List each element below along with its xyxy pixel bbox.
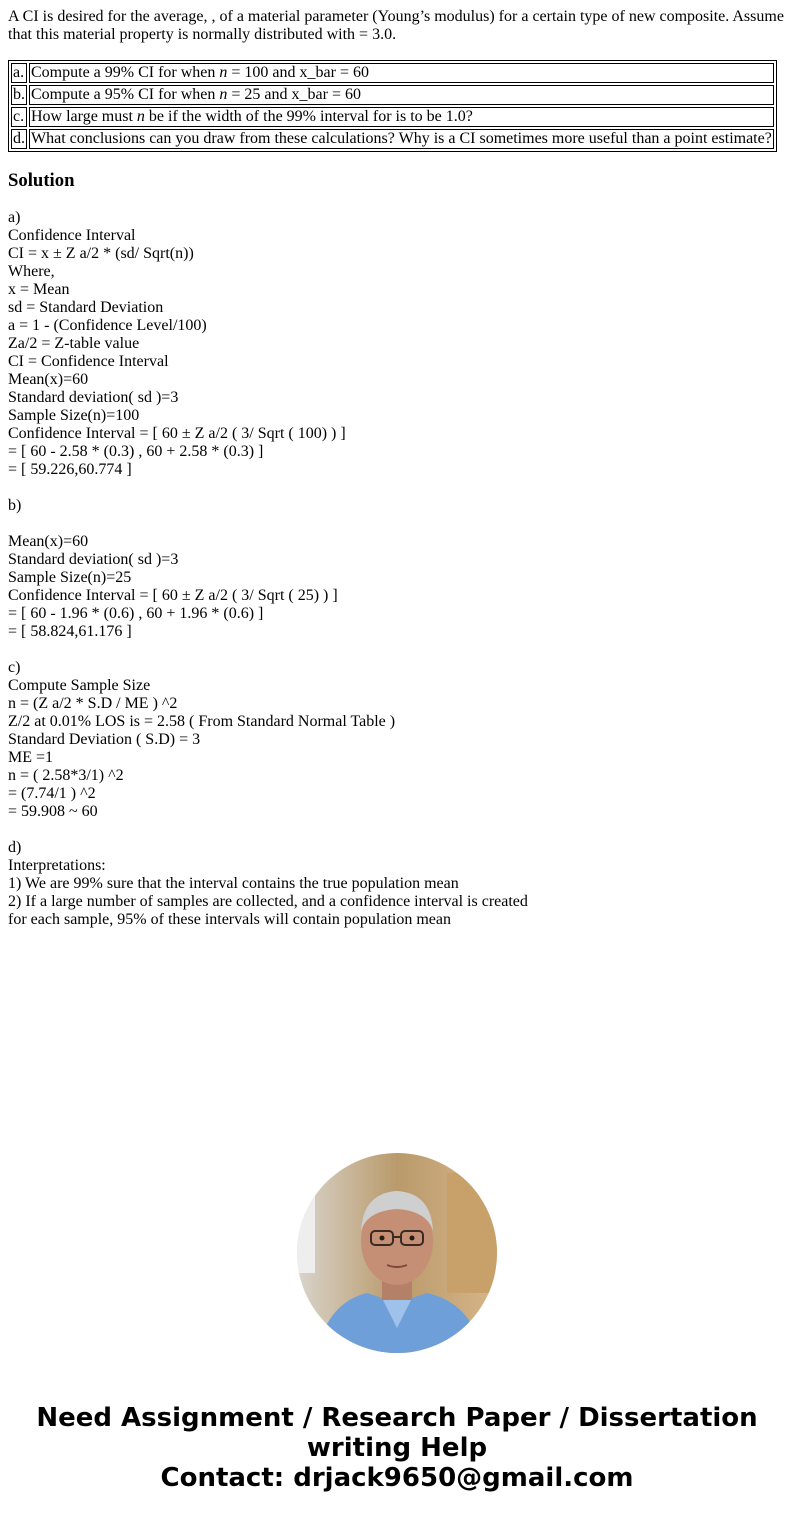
problem-statement	[8, 8, 794, 44]
question-row	[11, 129, 774, 149]
question-label: d.	[13, 130, 25, 147]
question-text	[29, 63, 774, 83]
solution-line	[8, 515, 794, 533]
solution-line: n = ( 2.58*3/1) ^2	[8, 767, 124, 784]
solution-line: Standard Deviation ( S.D) = 3	[8, 731, 201, 748]
document-content	[8, 8, 794, 929]
question-text-pre: Compute a 99% CI for when	[31, 64, 220, 81]
solution-line: = (7.74/1 ) ^2	[8, 785, 96, 802]
question-text-post: = 100 and x_bar = 60	[227, 64, 369, 81]
person-photo-icon	[297, 1153, 497, 1353]
question-variable: n	[219, 86, 228, 103]
solution-line: x = Mean	[8, 281, 70, 298]
solution-line: Za/2 = Z-table value	[8, 335, 140, 352]
promo-line-1: Need Assignment / Research Paper / Dissertation	[36, 1403, 758, 1433]
solution-line: a = 1 - (Confidence Level/100)	[8, 317, 207, 334]
solution-line: Z/2 at 0.01% LOS is = 2.58 ( From Standard Normal Table )	[8, 713, 396, 730]
solution-line: CI = x ± Z a/2 * (sd/ Sqrt(n))	[8, 245, 194, 262]
question-text	[29, 85, 774, 105]
solution-line: = 59.908 ~ 60	[8, 803, 98, 820]
solution-line: = [ 58.824,61.176 ]	[8, 623, 132, 640]
solution-line: Mean(x)=60	[8, 533, 89, 550]
solution-line: Confidence Interval = [ 60 ± Z a/2 ( 3/ Sqrt ( 25) ) ]	[8, 587, 338, 604]
solution-line: a)	[8, 209, 21, 226]
question-label: b.	[13, 86, 25, 103]
solution-line: Compute Sample Size	[8, 677, 151, 694]
solution-line: Standard deviation( sd )=3	[8, 389, 179, 406]
solution-line: Confidence Interval = [ 60 ± Z a/2 ( 3/ Sqrt ( 100) ) ]	[8, 425, 346, 442]
solution-heading: Solution	[8, 170, 75, 191]
solution-line: Confidence Interval	[8, 227, 136, 244]
solution-line: ME =1	[8, 749, 54, 766]
solution-line: c)	[8, 659, 21, 676]
question-text-pre: What conclusions can you draw from these calculations? Why is a CI sometimes more useful than a point estimate?	[31, 130, 772, 147]
problem-statement-line-2: that this material property is normally distributed with = 3.0.	[8, 26, 397, 43]
question-text-post: = 25 and x_bar = 60	[227, 86, 361, 103]
promo-line-2: writing Help	[306, 1433, 488, 1463]
question-row	[11, 85, 774, 105]
promo-contact: Contact: drjack9650@gmail.com	[160, 1463, 634, 1493]
solution-line: Sample Size(n)=100	[8, 407, 140, 424]
solution-line	[8, 479, 794, 497]
solution-body	[8, 209, 794, 929]
solution-line: = [ 60 - 2.58 * (0.3) , 60 + 2.58 * (0.3) ]	[8, 443, 264, 460]
solution-line: Sample Size(n)=25	[8, 569, 132, 586]
solution-line: 2) If a large number of samples are collected, and a confidence interval is created	[8, 893, 528, 910]
author-avatar	[297, 1153, 497, 1353]
solution-line: sd = Standard Deviation	[8, 299, 164, 316]
question-variable: n	[219, 64, 228, 81]
promo-footer	[0, 1403, 794, 1493]
solution-line: for each sample, 95% of these intervals will contain population mean	[8, 911, 451, 928]
solution-line: = [ 60 - 1.96 * (0.6) , 60 + 1.96 * (0.6) ]	[8, 605, 264, 622]
solution-line: Mean(x)=60	[8, 371, 89, 388]
solution-line: Where,	[8, 263, 55, 280]
problem-statement-line-1: A CI is desired for the average, , of a material parameter (Young’s modulus) for a certain type of new composite. Assume	[8, 8, 784, 25]
question-text-pre: How large must	[31, 108, 137, 125]
question-text-pre: Compute a 95% CI for when	[31, 86, 220, 103]
question-row	[11, 107, 774, 127]
solution-line: Standard deviation( sd )=3	[8, 551, 179, 568]
question-text-post: be if the width of the 99% interval for is to be 1.0?	[144, 108, 473, 125]
question-label: c.	[11, 107, 27, 127]
solution-line: d)	[8, 839, 22, 856]
solution-line: b)	[8, 497, 22, 514]
solution-line: n = (Z a/2 * S.D / ME ) ^2	[8, 695, 178, 712]
questions-table	[8, 60, 777, 152]
question-text	[29, 107, 774, 127]
question-row	[11, 63, 774, 83]
solution-line: Interpretations:	[8, 857, 106, 874]
question-label: a.	[11, 63, 27, 83]
question-text	[29, 129, 774, 149]
solution-line: CI = Confidence Interval	[8, 353, 169, 370]
question-variable: n	[136, 108, 145, 125]
solution-line: = [ 59.226,60.774 ]	[8, 461, 132, 478]
solution-line: 1) We are 99% sure that the interval contains the true population mean	[8, 875, 459, 892]
solution-line	[8, 821, 794, 839]
solution-line	[8, 641, 794, 659]
